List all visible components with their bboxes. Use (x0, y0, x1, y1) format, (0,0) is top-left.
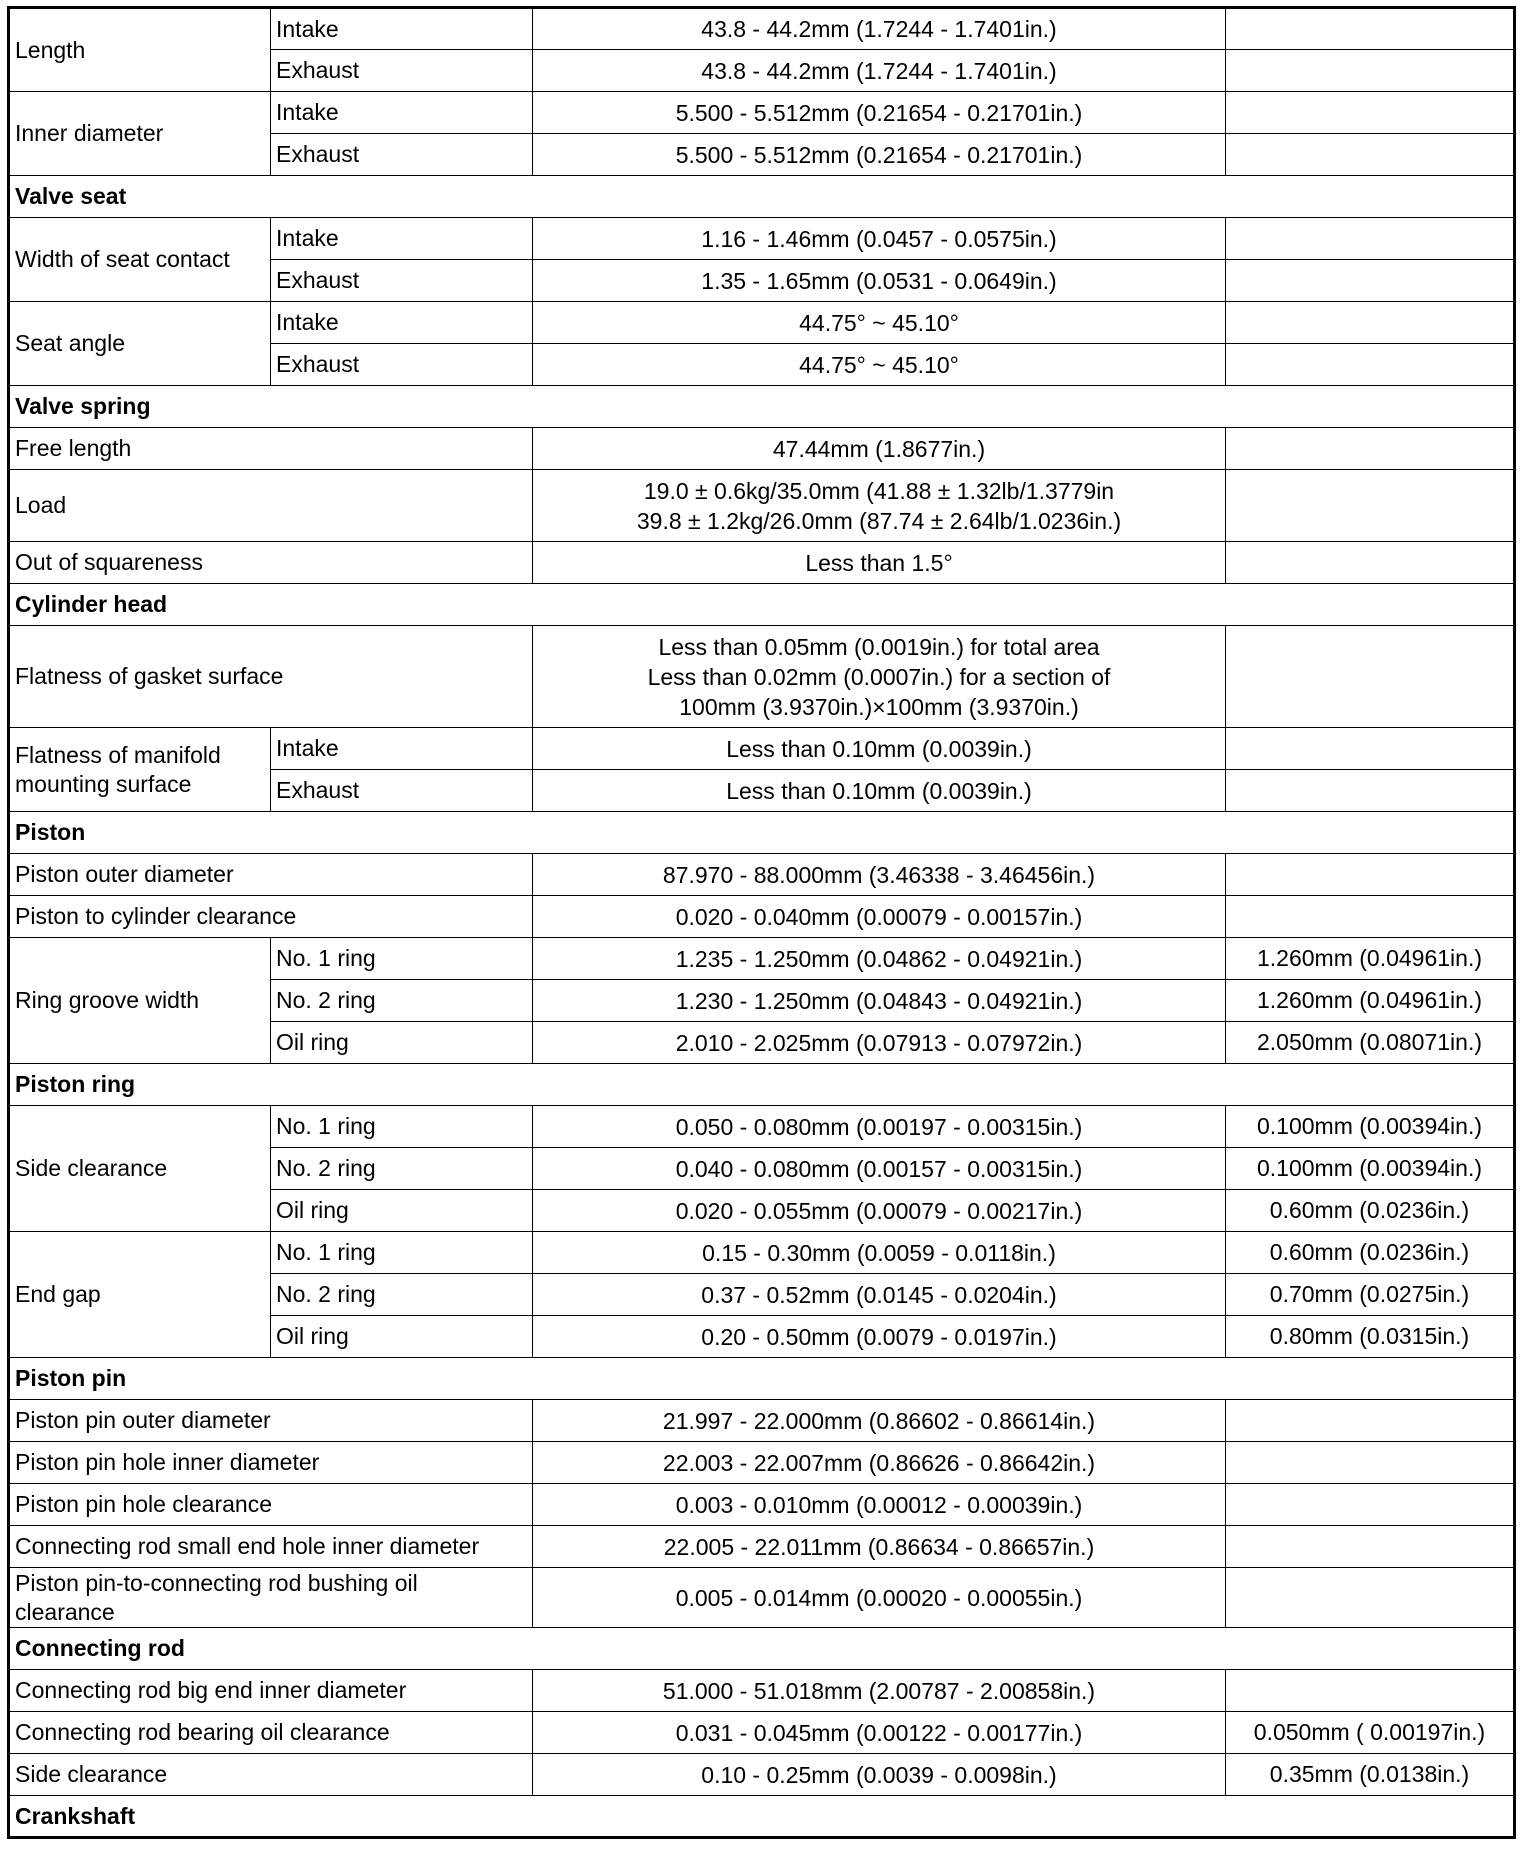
item-label: Free length (9, 428, 533, 470)
sub-item-label: Exhaust (271, 134, 533, 176)
standard-value: 19.0 ± 0.6kg/35.0mm (41.88 ± 1.32lb/1.3779in 39.8 ± 1.2kg/26.0mm (87.74 ± 2.64lb/1.0236in.) (533, 470, 1226, 542)
table-row (9, 1484, 1515, 1526)
item-label: Piston to cylinder clearance (9, 896, 533, 938)
standard-value: 43.8 - 44.2mm (1.7244 - 1.7401in.) (533, 8, 1226, 50)
item-label: Side clearance (9, 1754, 533, 1796)
item-label: Ring groove width (9, 938, 271, 1064)
standard-value: Less than 0.05mm (0.0019in.) for total area Less than 0.02mm (0.0007in.) for a section of 100mm (3.9370in.)×100mm (3.9370in.) (533, 626, 1226, 728)
limit-value (1226, 728, 1515, 770)
limit-value: 0.100mm (0.00394in.) (1226, 1148, 1515, 1190)
sub-item-label: Intake (271, 728, 533, 770)
sub-item-label: No. 1 ring (271, 1232, 533, 1274)
sub-item-label: Oil ring (271, 1190, 533, 1232)
table-row (9, 8, 1515, 50)
item-label: Inner diameter (9, 92, 271, 176)
standard-value: 0.003 - 0.010mm (0.00012 - 0.00039in.) (533, 1484, 1226, 1526)
table-row (9, 1106, 1515, 1148)
limit-value (1226, 470, 1515, 542)
table-row (9, 1712, 1515, 1754)
table-row (9, 896, 1515, 938)
spec-table (7, 6, 1516, 1839)
standard-value: 2.010 - 2.025mm (0.07913 - 0.07972in.) (533, 1022, 1226, 1064)
table-row (9, 1400, 1515, 1442)
standard-value: 21.997 - 22.000mm (0.86602 - 0.86614in.) (533, 1400, 1226, 1442)
table-row (9, 92, 1515, 134)
standard-value: 44.75° ~ 45.10° (533, 302, 1226, 344)
standard-value: 0.20 - 0.50mm (0.0079 - 0.0197in.) (533, 1316, 1226, 1358)
sub-item-label: Intake (271, 302, 533, 344)
standard-value: 51.000 - 51.018mm (2.00787 - 2.00858in.) (533, 1670, 1226, 1712)
limit-value (1226, 542, 1515, 584)
sub-item-label: Exhaust (271, 344, 533, 386)
item-label: Flatness of gasket surface (9, 626, 533, 728)
standard-value: 1.230 - 1.250mm (0.04843 - 0.04921in.) (533, 980, 1226, 1022)
table-row (9, 728, 1515, 770)
table-row (9, 1442, 1515, 1484)
limit-value (1226, 1526, 1515, 1568)
table-row (9, 626, 1515, 728)
limit-value (1226, 770, 1515, 812)
item-label: Connecting rod big end inner diameter (9, 1670, 533, 1712)
standard-value: 43.8 - 44.2mm (1.7244 - 1.7401in.) (533, 50, 1226, 92)
section-row (9, 176, 1515, 218)
sub-item-label: Exhaust (271, 770, 533, 812)
sub-item-label: Intake (271, 218, 533, 260)
item-label: Side clearance (9, 1106, 271, 1232)
item-label: Seat angle (9, 302, 271, 386)
limit-value (1226, 134, 1515, 176)
limit-value (1226, 344, 1515, 386)
standard-value: Less than 1.5° (533, 542, 1226, 584)
table-row (9, 1670, 1515, 1712)
section-heading: Connecting rod (9, 1628, 1515, 1670)
standard-value: Less than 0.10mm (0.0039in.) (533, 770, 1226, 812)
limit-value (1226, 92, 1515, 134)
limit-value: 0.80mm (0.0315in.) (1226, 1316, 1515, 1358)
limit-value (1226, 50, 1515, 92)
section-row (9, 1796, 1515, 1838)
standard-value: 87.970 - 88.000mm (3.46338 - 3.46456in.) (533, 854, 1226, 896)
section-row (9, 584, 1515, 626)
section-heading: Valve spring (9, 386, 1515, 428)
standard-value: Less than 0.10mm (0.0039in.) (533, 728, 1226, 770)
limit-value: 0.35mm (0.0138in.) (1226, 1754, 1515, 1796)
spec-table-body (9, 8, 1515, 1838)
limit-value (1226, 1670, 1515, 1712)
limit-value: 0.60mm (0.0236in.) (1226, 1190, 1515, 1232)
item-label: Length (9, 8, 271, 92)
item-label: Piston outer diameter (9, 854, 533, 896)
limit-value (1226, 260, 1515, 302)
limit-value: 1.260mm (0.04961in.) (1226, 980, 1515, 1022)
sub-item-label: Exhaust (271, 260, 533, 302)
limit-value: 0.100mm (0.00394in.) (1226, 1106, 1515, 1148)
item-label: Piston pin outer diameter (9, 1400, 533, 1442)
standard-value: 0.10 - 0.25mm (0.0039 - 0.0098in.) (533, 1754, 1226, 1796)
sub-item-label: No. 2 ring (271, 980, 533, 1022)
standard-value: 1.35 - 1.65mm (0.0531 - 0.0649in.) (533, 260, 1226, 302)
standard-value: 1.235 - 1.250mm (0.04862 - 0.04921in.) (533, 938, 1226, 980)
sub-item-label: Oil ring (271, 1022, 533, 1064)
limit-value: 1.260mm (0.04961in.) (1226, 938, 1515, 980)
item-label: Connecting rod small end hole inner diameter (9, 1526, 533, 1568)
limit-value: 0.050mm ( 0.00197in.) (1226, 1712, 1515, 1754)
sub-item-label: Intake (271, 8, 533, 50)
standard-value: 0.020 - 0.055mm (0.00079 - 0.00217in.) (533, 1190, 1226, 1232)
table-row (9, 1526, 1515, 1568)
section-heading: Cylinder head (9, 584, 1515, 626)
limit-value (1226, 854, 1515, 896)
table-row (9, 218, 1515, 260)
standard-value: 22.003 - 22.007mm (0.86626 - 0.86642in.) (533, 1442, 1226, 1484)
sub-item-label: No. 2 ring (271, 1148, 533, 1190)
table-row (9, 470, 1515, 542)
item-label: Width of seat contact (9, 218, 271, 302)
sub-item-label: Oil ring (271, 1316, 533, 1358)
limit-value (1226, 218, 1515, 260)
standard-value: 0.050 - 0.080mm (0.00197 - 0.00315in.) (533, 1106, 1226, 1148)
item-label: End gap (9, 1232, 271, 1358)
standard-value: 22.005 - 22.011mm (0.86634 - 0.86657in.) (533, 1526, 1226, 1568)
standard-value: 0.031 - 0.045mm (0.00122 - 0.00177in.) (533, 1712, 1226, 1754)
section-heading: Piston pin (9, 1358, 1515, 1400)
table-row (9, 542, 1515, 584)
section-row (9, 1358, 1515, 1400)
limit-value (1226, 8, 1515, 50)
item-label: Piston pin hole inner diameter (9, 1442, 533, 1484)
limit-value (1226, 626, 1515, 728)
standard-value: 0.005 - 0.014mm (0.00020 - 0.00055in.) (533, 1568, 1226, 1628)
standard-value: 0.040 - 0.080mm (0.00157 - 0.00315in.) (533, 1148, 1226, 1190)
standard-value: 0.15 - 0.30mm (0.0059 - 0.0118in.) (533, 1232, 1226, 1274)
item-label: Flatness of manifold mounting surface (9, 728, 271, 812)
section-heading: Piston ring (9, 1064, 1515, 1106)
table-row (9, 428, 1515, 470)
standard-value: 0.37 - 0.52mm (0.0145 - 0.0204in.) (533, 1274, 1226, 1316)
table-row (9, 854, 1515, 896)
section-heading: Crankshaft (9, 1796, 1515, 1838)
table-row (9, 1232, 1515, 1274)
item-label: Piston pin hole clearance (9, 1484, 533, 1526)
section-row (9, 812, 1515, 854)
limit-value: 2.050mm (0.08071in.) (1226, 1022, 1515, 1064)
section-row (9, 1628, 1515, 1670)
standard-value: 47.44mm (1.8677in.) (533, 428, 1226, 470)
standard-value: 1.16 - 1.46mm (0.0457 - 0.0575in.) (533, 218, 1226, 260)
sub-item-label: Exhaust (271, 50, 533, 92)
standard-value: 44.75° ~ 45.10° (533, 344, 1226, 386)
limit-value: 0.60mm (0.0236in.) (1226, 1232, 1515, 1274)
table-row (9, 938, 1515, 980)
table-row (9, 1568, 1515, 1628)
standard-value: 0.020 - 0.040mm (0.00079 - 0.00157in.) (533, 896, 1226, 938)
item-label: Piston pin-to-connecting rod bushing oil clearance (9, 1568, 533, 1628)
section-heading: Valve seat (9, 176, 1515, 218)
sub-item-label: No. 2 ring (271, 1274, 533, 1316)
table-row (9, 302, 1515, 344)
section-row (9, 1064, 1515, 1106)
item-label: Load (9, 470, 533, 542)
limit-value (1226, 896, 1515, 938)
standard-value: 5.500 - 5.512mm (0.21654 - 0.21701in.) (533, 134, 1226, 176)
sub-item-label: No. 1 ring (271, 938, 533, 980)
limit-value (1226, 1442, 1515, 1484)
limit-value (1226, 1568, 1515, 1628)
sub-item-label: Intake (271, 92, 533, 134)
sub-item-label: No. 1 ring (271, 1106, 533, 1148)
limit-value (1226, 1484, 1515, 1526)
standard-value: 5.500 - 5.512mm (0.21654 - 0.21701in.) (533, 92, 1226, 134)
item-label: Out of squareness (9, 542, 533, 584)
section-row (9, 386, 1515, 428)
table-row (9, 1754, 1515, 1796)
limit-value: 0.70mm (0.0275in.) (1226, 1274, 1515, 1316)
limit-value (1226, 428, 1515, 470)
limit-value (1226, 1400, 1515, 1442)
item-label: Connecting rod bearing oil clearance (9, 1712, 533, 1754)
limit-value (1226, 302, 1515, 344)
section-heading: Piston (9, 812, 1515, 854)
